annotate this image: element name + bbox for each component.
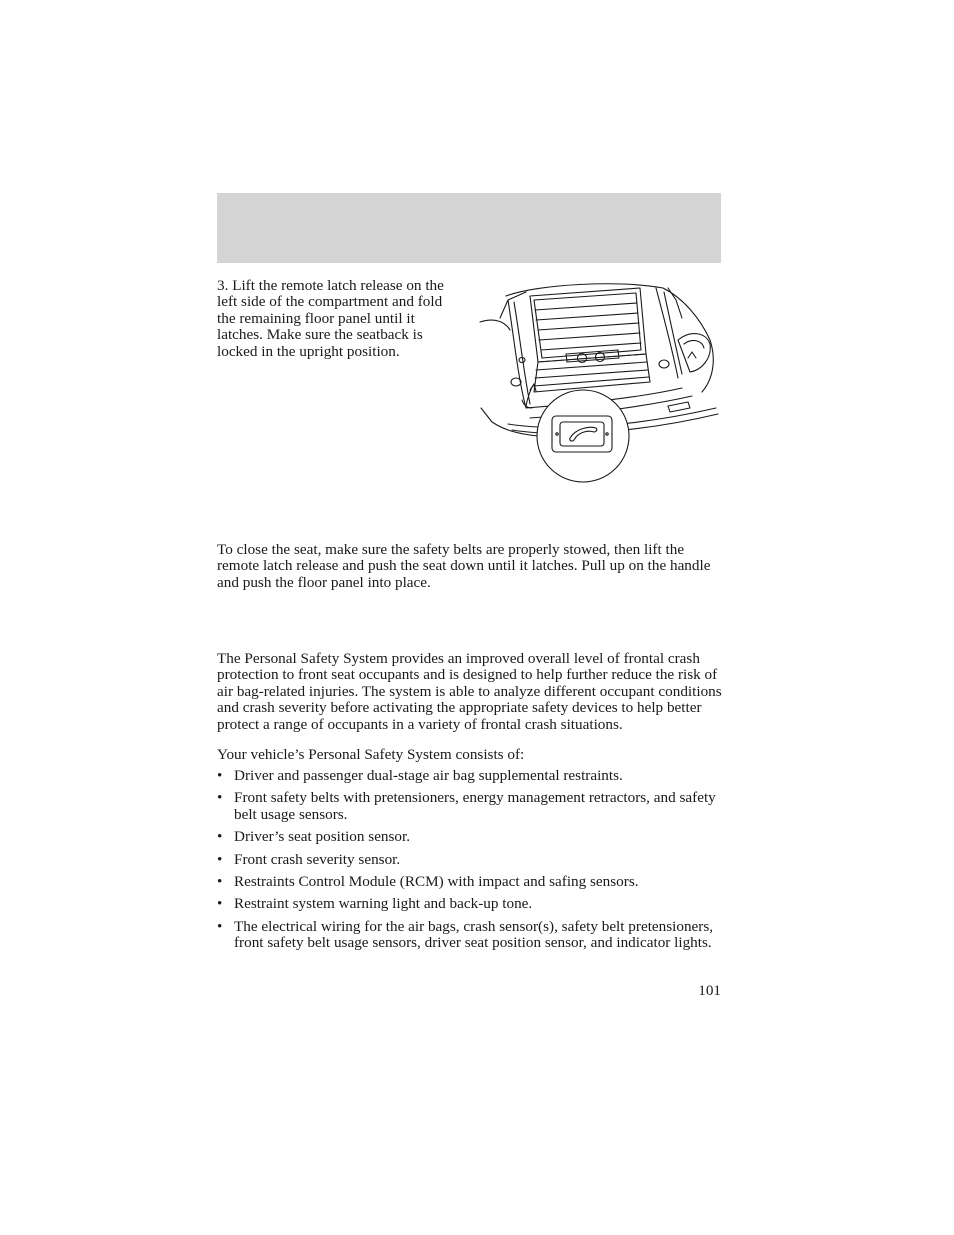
list-item-text: The electrical wiring for the air bags, crash sensor(s), safety belt pretensioners, front safety belt usage sensors, driver seat position sensor, and indicator lights. xyxy=(234,917,714,952)
bullet-icon: • xyxy=(217,917,223,935)
bullet-icon: • xyxy=(217,873,223,891)
page-number: 101 xyxy=(698,982,721,999)
list-item xyxy=(217,768,722,784)
list-item-text: Driver’s seat position sensor. xyxy=(234,828,411,846)
list-item xyxy=(217,896,722,912)
list-item xyxy=(217,829,722,845)
list-item xyxy=(217,852,722,868)
list-item-text: Front crash severity sensor. xyxy=(234,850,401,868)
list-item-text: Front safety belts with pretensioners, energy management retractors, and safety belt usage sensors. xyxy=(234,789,716,823)
bullet-icon: • xyxy=(217,789,223,807)
bullet-icon: • xyxy=(217,828,223,846)
cargo-floor-panel-latch-icon xyxy=(478,278,721,486)
system-components-list xyxy=(217,768,722,958)
close-seat-paragraph: To close the seat, make sure the safety belts are properly stowed, then lift the remote latch release and push the seat down until it latches. Pull up on the handle and push the floor panel into place. xyxy=(217,541,711,591)
list-item xyxy=(217,790,722,823)
bullet-icon: • xyxy=(217,850,223,868)
list-item-text: Driver and passenger dual-stage air bag supplemental restraints. xyxy=(234,767,623,784)
step-3-instruction: 3. Lift the remote latch release on the left side of the compartment and fold the remaining floor panel until it latches. Make sure the seatback is locked in the upright position. xyxy=(217,277,444,360)
list-item xyxy=(217,874,722,890)
section-header-band xyxy=(217,193,721,263)
personal-safety-system-paragraph: The Personal Safety System provides an improved overall level of frontal crash protection to front seat occupants and is designed to help further reduce the risk of air bag-related injuries. The system is able to analyze different occupant conditions and crash severity before activating the appropriate safety devices to help better protect a range of occupants in a variety of frontal crash situations. xyxy=(217,650,722,733)
list-item-text: Restraint system warning light and back-up tone. xyxy=(234,895,533,913)
system-consists-of-paragraph: Your vehicle’s Personal Safety System consists of: xyxy=(217,746,525,763)
bullet-icon: • xyxy=(217,767,223,784)
list-item xyxy=(217,919,722,952)
bullet-icon: • xyxy=(217,895,223,913)
list-item-text: Restraints Control Module (RCM) with impact and safing sensors. xyxy=(234,873,639,891)
